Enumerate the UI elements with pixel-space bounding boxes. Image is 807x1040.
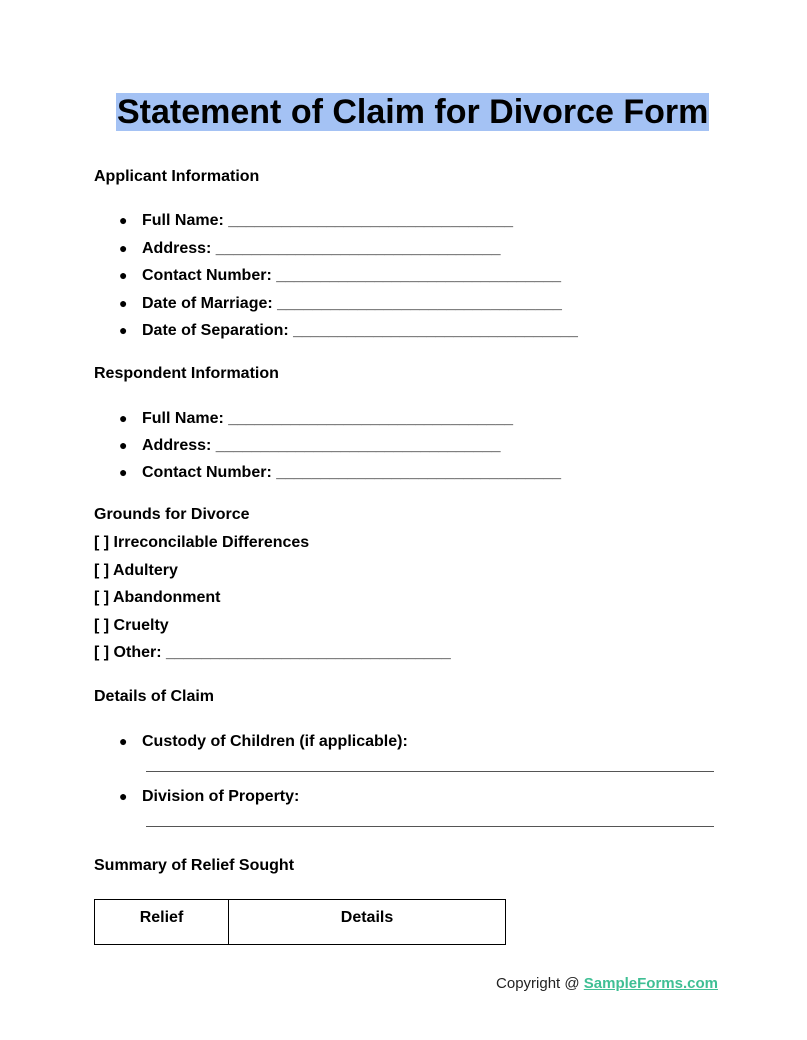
relief-column-header: Relief (95, 900, 229, 945)
date-of-separation-field[interactable]: ● Date of Separation: ________________________________ (119, 322, 578, 339)
page-title: Statement of Claim for Divorce Form (117, 93, 709, 131)
bullet-icon: ● (119, 240, 128, 256)
checkbox-adultery[interactable]: [ ] Adultery (94, 562, 178, 579)
respondent-heading: Respondent Information (94, 365, 279, 382)
bullet-icon: ● (119, 267, 128, 283)
date-of-marriage-field[interactable]: ● Date of Marriage: ________________________________ (119, 295, 562, 312)
property-answer-line[interactable] (146, 826, 714, 827)
relief-table (94, 899, 506, 945)
grounds-heading: Grounds for Divorce (94, 506, 250, 523)
table-header-row (95, 900, 506, 945)
copyright-footer (496, 974, 718, 994)
applicant-heading: Applicant Information (94, 168, 260, 185)
custody-item: ● Custody of Children (if applicable): (119, 733, 408, 750)
bullet-icon: ● (119, 788, 128, 804)
checkbox-abandonment[interactable]: [ ] Abandonment (94, 589, 221, 606)
bullet-icon: ● (119, 295, 128, 311)
applicant-address-field[interactable]: ● Address: ________________________________ (119, 240, 501, 257)
bullet-icon: ● (119, 437, 128, 453)
property-item: ● Division of Property: (119, 788, 300, 805)
checkbox-other[interactable]: [ ] Other: ________________________________ (94, 644, 451, 661)
copyright-text: Copyright @ (496, 975, 584, 992)
respondent-address-field[interactable]: ● Address: ________________________________ (119, 437, 501, 454)
applicant-full-name-field[interactable]: ● Full Name: ________________________________ (119, 212, 513, 229)
details-column-header: Details (229, 900, 506, 945)
checkbox-irreconcilable[interactable]: [ ] Irreconcilable Differences (94, 534, 310, 551)
relief-heading: Summary of Relief Sought (94, 857, 295, 874)
custody-answer-line[interactable] (146, 771, 714, 772)
brand-link[interactable]: SampleForms.com (583, 975, 718, 992)
bullet-icon: ● (119, 464, 128, 480)
bullet-icon: ● (119, 212, 128, 228)
details-heading: Details of Claim (94, 688, 215, 705)
bullet-icon: ● (119, 733, 128, 749)
applicant-contact-field[interactable]: ● Contact Number: ________________________________ (119, 267, 561, 284)
respondent-contact-field[interactable]: ● Contact Number: ________________________________ (119, 464, 561, 481)
bullet-icon: ● (119, 322, 128, 338)
respondent-full-name-field[interactable]: ● Full Name: ________________________________ (119, 410, 513, 427)
checkbox-cruelty[interactable]: [ ] Cruelty (94, 617, 169, 634)
bullet-icon: ● (119, 410, 128, 426)
